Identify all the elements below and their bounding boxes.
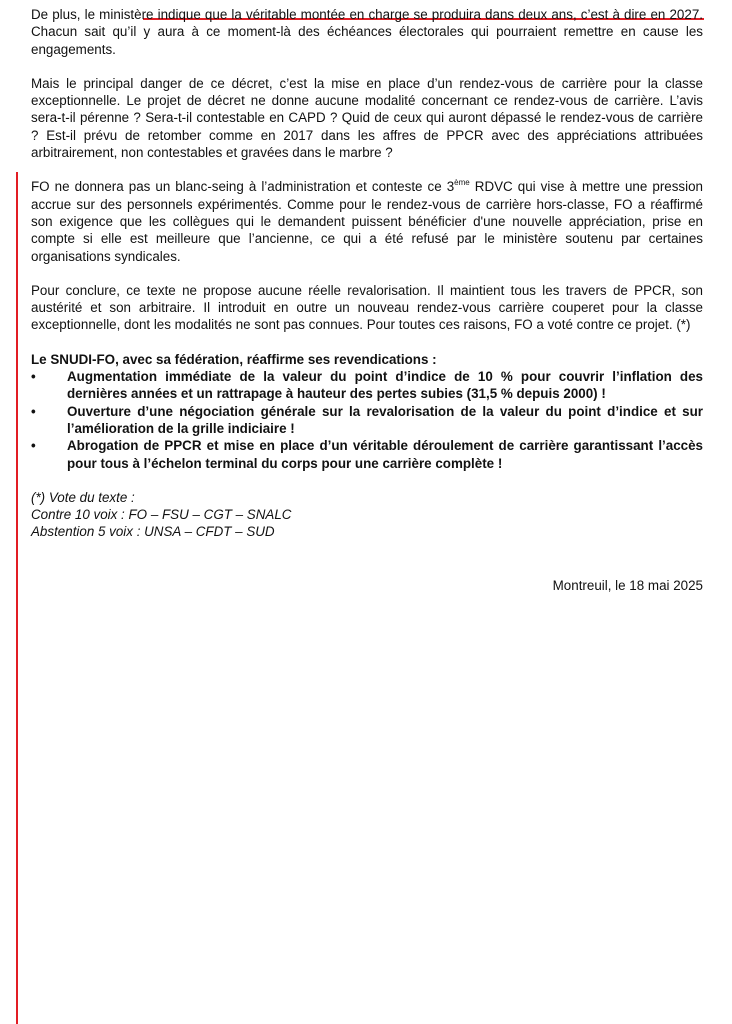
ordinal-superscript: ème [454,178,470,188]
demands-list [31,368,703,472]
left-red-rule [16,172,18,1024]
demand-text: Augmentation immédiate de la valeur du point d’indice de 10 % pour couvrir l’inflation des dernières années et un rattrapage à hauteur des pertes subies (31,5 % depuis 2000) ! [67,369,703,402]
bullet-icon: • [31,403,36,419]
vote-abstention: Abstention 5 voix : UNSA – CFDT – SUD [31,524,275,540]
paragraph-deployment: De plus, le ministère indique que la véritable montée en charge se produira dans deux ans, c’est à dire en 2027. Chacun sait qu’il y aura à ce moment-là des échéances électorales qui pourraient remettre en cause les engagements. [31,7,703,57]
vote-against: Contre 10 voix : FO – FSU – CGT – SNALC [31,507,292,523]
bullet-icon: • [31,438,36,454]
document-body [31,6,703,607]
demand-item [31,437,703,472]
demand-item [31,403,703,438]
demand-item [31,368,703,403]
vote-title: (*) Vote du texte : [31,489,135,505]
paragraph-conclusion: Pour conclure, ce texte ne propose aucune réelle revalorisation. Il maintient tous les travers de PPCR, son austérité et son arbitraire. Il introduit en outre un nouveau rendez-vous carrière couperet pour la classe exceptionnelle, dont les modalités ne sont pas connues. Pour toutes ces raisons, FO a voté contre ce projet. (*) [31,282,703,333]
demands-heading: Le SNUDI-FO, avec sa fédération, réaffirme ses revendications : [31,351,437,367]
signature-date: Montreuil, le 18 mai 2025 [552,577,703,593]
demand-text: Ouverture d’une négociation générale sur la revalorisation de la valeur du point d’indice et sur l’amélioration de la grille indiciaire ! [67,403,703,436]
fo-text-start: FO ne donnera pas un blanc-seing à l’administration et conteste ce 3 [31,179,455,195]
fo-text-end: RDVC qui vise à mettre une pression accrue sur des personnels expérimentés. Comme pour le rendez-vous de carrière hors-classe, FO a réaffirmé son exigence que les collègues qui le demandent puissent bénéficier d'une nouvelle appréciation, prise en compte si elle est meilleure que l’ancienne, ce qui a été refusé par le ministère soutenu par certaines organisations syndicales. [31,179,703,264]
bullet-icon: • [31,369,36,385]
paragraph-fo-position [31,178,703,264]
paragraph-career-meeting-danger: Mais le principal danger de ce décret, c’est la mise en place d’un rendez-vous de carrière pour la classe exceptionnelle. Le projet de décret ne donne aucune modalité concernant ce rendez-vous de carrière. L’avis sera-t-il pérenne ? Sera-t-il contestable en CAPD ? Quid de ceux qui auront dépassé le rendez-vous de carrière ? Est-il prévu de retomber comme en 2017 dans les affres de PPCR avec des appréciations attribuées arbitrairement, non contestables et gravées dans le marbre ? [31,75,703,161]
demand-text: Abrogation de PPCR et mise en place d’un véritable déroulement de carrière garantissant l’accès pour tous à l’échelon terminal du corps pour une carrière complète ! [67,438,703,471]
